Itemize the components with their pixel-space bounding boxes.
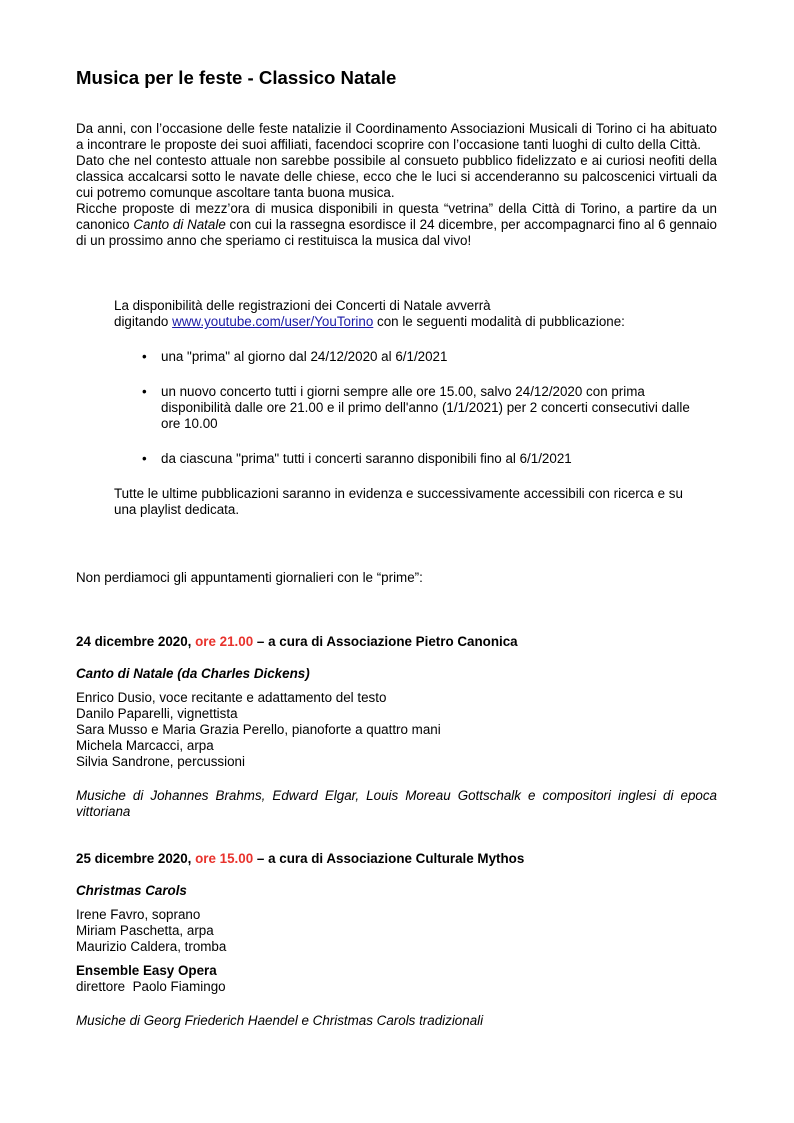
canto-di-natale-title: Canto di Natale bbox=[133, 217, 226, 232]
availability-intro bbox=[114, 298, 694, 330]
availability-closing-text: Tutte le ultime pubblicazioni saranno in evidenza e successivamente accessibili con ricerca e su una playlist dedicata. bbox=[114, 486, 683, 517]
event-1-date: 24 dicembre 2020, bbox=[76, 634, 196, 649]
list-item bbox=[142, 451, 701, 467]
intro-paragraph-1: Da anni, con l’occasione delle feste natalizie il Coordinamento Associazioni Musicali di Torino ci ha abituato a incontrare le proposte dei suoi affiliati, facendoci scoprire con l’occasione tanti luoghi di culto della Città. bbox=[76, 121, 717, 152]
bullet-text: da ciascuna "prima" tutti i concerti saranno disponibili fino al 6/1/2021 bbox=[161, 451, 572, 466]
intro-paragraph-3-start: Ricche proposte di mezz’ora di musica disponibili in questa “vetrina” della Città di Torino, a partire da un canonico bbox=[76, 201, 717, 232]
event-2-heading bbox=[76, 851, 717, 867]
event-1-performers bbox=[76, 690, 717, 770]
bullet-icon: • bbox=[142, 451, 147, 466]
performer-line: Danilo Paparelli, vignettista bbox=[76, 706, 238, 721]
event-2-curator: – a cura di Associazione Culturale Mythos bbox=[253, 851, 525, 866]
performer-line: Sara Musso e Maria Grazia Perello, pianoforte a quattro mani bbox=[76, 722, 441, 737]
intro-text bbox=[76, 121, 717, 249]
performer-line: Irene Favro, soprano bbox=[76, 907, 201, 922]
list-item bbox=[142, 384, 701, 432]
intro-paragraph-3 bbox=[76, 201, 717, 249]
event-2-date: 25 dicembre 2020, bbox=[76, 851, 196, 866]
list-item bbox=[142, 349, 701, 365]
event-2-time: ore 15.00 bbox=[195, 851, 254, 866]
event-2-performers bbox=[76, 907, 717, 955]
bullet-text: un nuovo concerto tutti i giorni sempre alle ore 15.00, salvo 24/12/2020 con prima disponibilità dalle ore 21.00 e il primo dell'anno (1/1/2021) per 2 concerti consecutivi dalle ore 10.00 bbox=[161, 384, 690, 431]
performer-line: Miriam Paschetta, arpa bbox=[76, 923, 214, 938]
intro-paragraph-2: Dato che nel contesto attuale non sarebbe possibile al consueto pubblico fidelizzato e ai curiosi neofiti della classica accalcarsi sotto le navate delle chiese, ecco che le luci si accenderanno su palcoscenici virtuali da cui potremo comunque ascoltare tanta buona musica. bbox=[76, 153, 717, 200]
bullet-icon: • bbox=[142, 384, 147, 399]
event-2-music: Musiche di Georg Friederich Haendel e Christmas Carols tradizionali bbox=[76, 1013, 484, 1028]
event-1-curator: – a cura di Associazione Pietro Canonica bbox=[253, 634, 518, 649]
event-1-program-title: Canto di Natale (da Charles Dickens) bbox=[76, 666, 310, 681]
performer-line: Enrico Dusio, voce recitante e adattamento del testo bbox=[76, 690, 387, 705]
availability-line-2-end: con le seguenti modalità di pubblicazione: bbox=[373, 314, 625, 329]
youtube-link[interactable]: www.youtube.com/user/YouTorino bbox=[172, 314, 374, 329]
event-2-ensemble: Ensemble Easy Opera bbox=[76, 963, 217, 978]
intro-paragraph-3-end: con cui la rassegna esordisce il 24 dicembre, per accompagnarci fino al 6 gennaio di un prossimo anno che speriamo ci restituisca la musica dal vivo! bbox=[76, 217, 717, 248]
appointments-intro: Non perdiamoci gli appuntamenti giornalieri con le “prime”: bbox=[76, 570, 423, 585]
performer-line: Michela Marcacci, arpa bbox=[76, 738, 214, 753]
availability-line-1: La disponibilità delle registrazioni dei Concerti di Natale avverrà bbox=[114, 298, 491, 313]
bullet-icon: • bbox=[142, 349, 147, 364]
event-1-heading bbox=[76, 634, 717, 650]
availability-closing bbox=[114, 486, 694, 518]
event-2-director: direttore Paolo Fiamingo bbox=[76, 979, 226, 994]
availability-line-2-start: digitando bbox=[114, 314, 173, 329]
event-1-music: Musiche di Johannes Brahms, Edward Elgar, Louis Moreau Gottschalk e compositori inglesi di epoca vittoriana bbox=[76, 788, 717, 819]
event-1-time: ore 21.00 bbox=[195, 634, 254, 649]
bullet-text: una "prima" al giorno dal 24/12/2020 al 6/1/2021 bbox=[161, 349, 448, 364]
performer-line: Silvia Sandrone, percussioni bbox=[76, 754, 245, 769]
event-2-program-title: Christmas Carols bbox=[76, 883, 187, 898]
availability-line-2 bbox=[114, 314, 694, 330]
page-title: Musica per le feste - Classico Natale bbox=[76, 67, 397, 88]
performer-line: Maurizio Caldera, tromba bbox=[76, 939, 227, 954]
